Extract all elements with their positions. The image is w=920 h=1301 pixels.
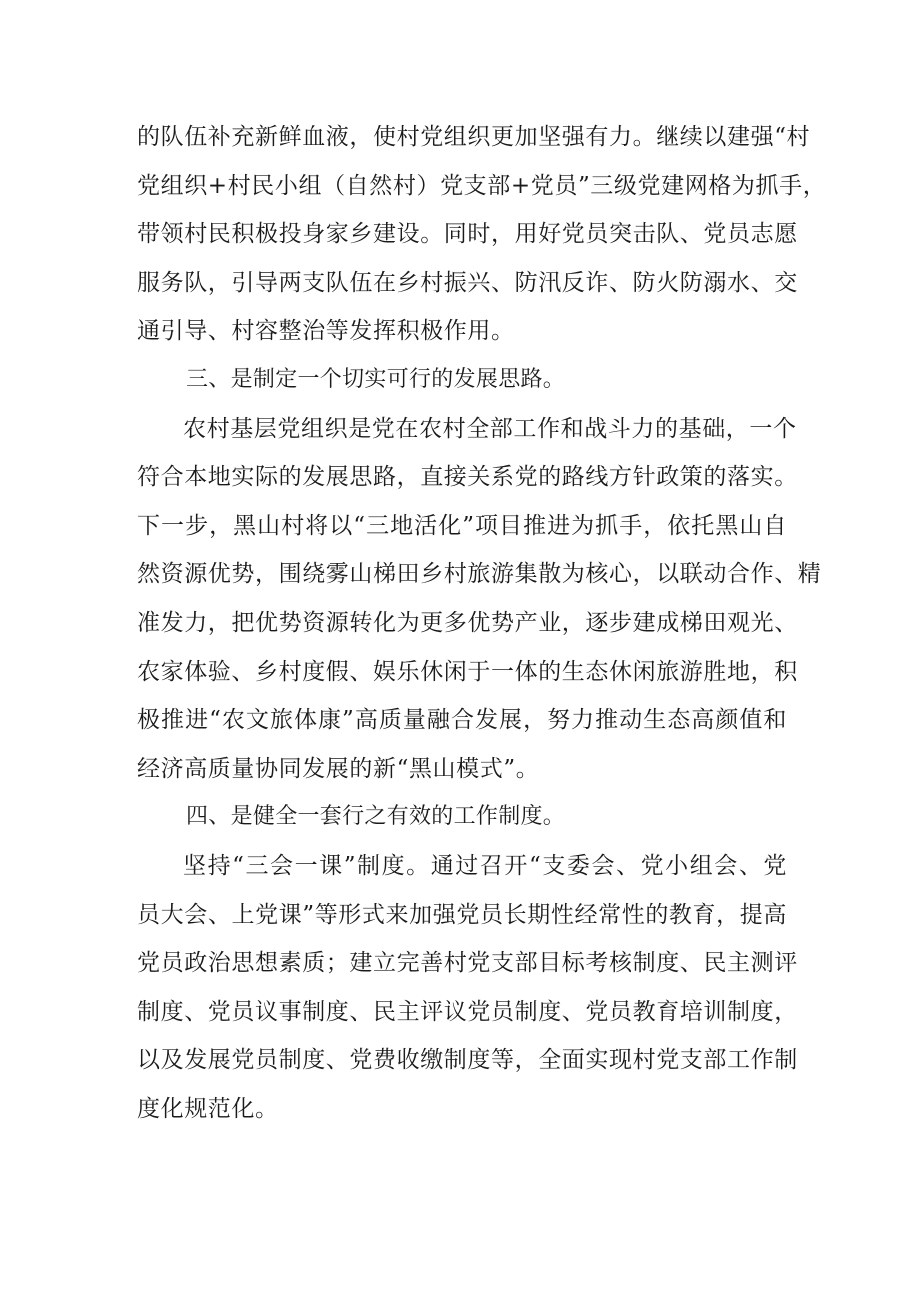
text-line: 党组织+村民小组（自然村）党支部+党员”三级党建网格为抓手， [137,172,827,199]
text-line: 服务队，引导两支队伍在乡村振兴、防汛反诈、防火防溺水、交 [137,269,798,296]
paragraph-1 [137,113,827,356]
text-line: 农村基层党组织是党在农村全部工作和战斗力的基础，一个 [183,415,797,442]
text-line: 下一步，黑山村将以“三地活化”项目推进为抓手，依托黑山自 [137,512,787,539]
text-line: 度化规范化。 [137,1095,279,1122]
text-line: 然资源优势，围绕雾山梯田乡村旅游集散为核心，以联动合作、精 [137,561,822,588]
text-line: 党员政治思想素质；建立完善村党支部目标考核制度、民主测评 [137,950,798,977]
text-line: 以及发展党员制度、党费收缴制度等，全面实现村党支部工作制 [137,1047,798,1074]
text-line: 制度、党员议事制度、民主评议党员制度、党员教育培训制度， [137,998,798,1025]
text-line: 带领村民积极投身家乡建设。同时，用好党员突击队、党员志愿 [137,221,798,248]
paragraph-2 [137,405,822,794]
text-line: 准发力，把优势资源转化为更多优势产业，逐步建成梯田观光、 [137,609,798,636]
paragraph-3 [137,842,798,1134]
text-line: 员大会、上党课”等形式来加强党员长期性经常性的教育，提高 [137,901,787,928]
text-line: 通引导、村容整治等发挥积极作用。 [137,318,515,345]
text-line: 极推进“农文旅体康”高质量融合发展，努力推动生态高颜值和 [137,707,787,734]
text-line: 的队伍补充新鲜血液，使村党组织更加坚强有力。继续以建强“村 [137,124,811,150]
section-heading-4: 四、是健全一套行之有效的工作制度。 [186,804,566,830]
text-line: 坚持“三会一课”制度。通过召开“支委会、党小组会、党 [183,852,787,879]
text-line: 符合本地实际的发展思路，直接关系党的路线方针政策的落实。 [137,464,798,491]
text-line: 经济高质量协同发展的新“黑山模式”。 [137,755,540,782]
text-line: 农家体验、乡村度假、娱乐休闲于一体的生态休闲旅游胜地，积 [137,658,798,685]
document-page [137,113,827,1133]
section-heading-3: 三、是制定一个切实可行的发展思路。 [186,366,566,392]
